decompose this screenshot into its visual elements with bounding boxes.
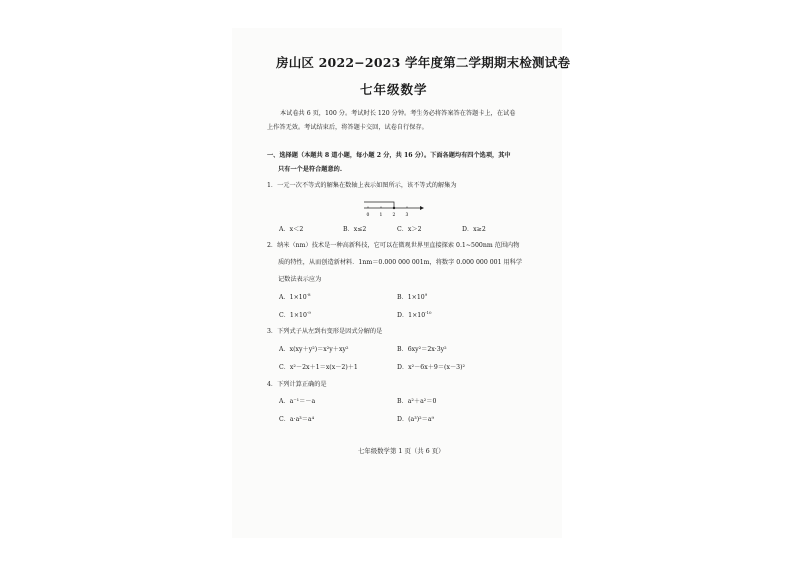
instructions-line-1: 本试卷共 6 页，100 分。考试时长 120 分钟。考生务必将答案答在答题卡上，在试卷 (280, 110, 516, 117)
q2-option-b: B．$1\times 10^9$ (397, 291, 428, 301)
q2-option-c: C．$1\times 10^{-9}$ (279, 309, 311, 319)
solution-ray (364, 202, 394, 208)
q3-option-a: A．x(xy＋y²)＝x²y＋xy² (279, 346, 349, 353)
q2-stem-line-1: 2．纳米（nm）技术是一种高新科技，它可以在微观世界里直接探索 0.1~500nm 范围内物 (267, 242, 520, 249)
section-heading-line-1: 一、选择题（本题共 8 道小题，每小题 2 分，共 16 分）。下面各题均有四个选项，其中 (267, 152, 511, 159)
exam-title: 房山区 2022−2023 学年度第二学期期末检测试卷 (276, 55, 571, 70)
q2-option-d: D．$1\times 10^{-10}$ (397, 309, 432, 319)
q3-option-c: C．x²－2x＋1＝x(x－2)＋1 (279, 364, 358, 371)
tick-label-3: 3 (405, 213, 409, 218)
solid-endpoint (393, 207, 395, 209)
q4-stem: 4．下列计算正确的是 (267, 381, 327, 388)
q4-option-a: A．a⁻¹＝－a (279, 398, 316, 405)
q2-stem-line-2: 质的特性，从而创造新材料．1nm＝0.000 000 001m，将数字 0.000 000 001 用科学 (278, 259, 523, 266)
q1-option-a: A．x＜2 (279, 226, 304, 233)
q4-option-b: B．a²＋a²＝0 (397, 398, 437, 405)
q4-option-d: D．(a³)²＝a⁹ (397, 416, 434, 423)
tick-label-1: 1 (379, 213, 383, 218)
q2-stem-line-3: 记数法表示应为 (278, 276, 322, 283)
tick-label-0: 0 (366, 213, 370, 218)
number-line-arrow (420, 206, 424, 210)
instructions-line-2: 上作答无效。考试结束后，将答题卡交回，试卷自行保存。 (267, 124, 428, 131)
tick-label-2: 2 (392, 213, 396, 218)
section-heading-line-2: 只有一个是符合题意的. (278, 166, 343, 173)
q1-option-c: C．x＞2 (397, 226, 422, 233)
q3-option-b: B．6xy²＝2x·3y² (397, 346, 447, 353)
q1-option-b: B．x≤2 (343, 226, 367, 233)
q1-stem: 1．一元一次不等式的解集在数轴上表示如图所示，该不等式的解集为 (267, 182, 457, 189)
q4-option-c: C．a·a³＝a⁴ (279, 416, 315, 423)
q2-option-a: A．$1\times 10^{-8}$ (279, 291, 311, 301)
page-footer: 七年级数学第 1 页（共 6 页） (358, 447, 445, 455)
number-line-figure (364, 200, 424, 220)
exam-subject: 七年级数学 (360, 82, 428, 97)
q3-stem: 3．下列式子从左到右变形是因式分解的是 (267, 328, 383, 335)
q1-option-d: D．x≥2 (462, 226, 486, 233)
q3-option-d: D．x²－6x＋9＝(x－3)² (397, 364, 465, 371)
